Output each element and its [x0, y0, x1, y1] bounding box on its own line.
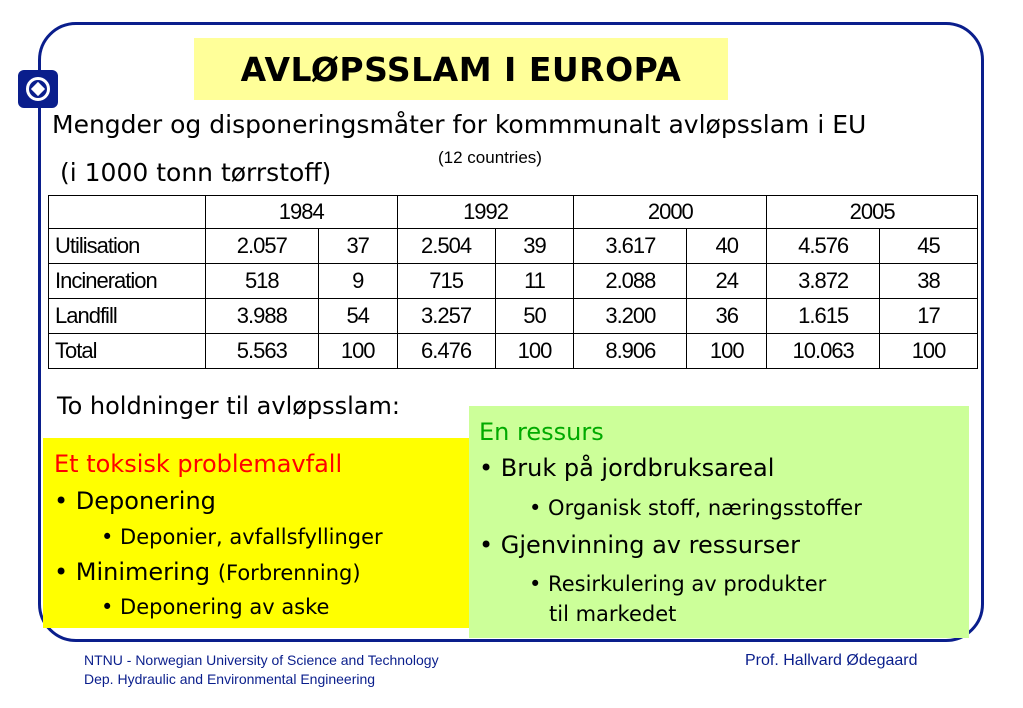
footer-institution: [84, 651, 439, 689]
slide-subtitle: Mengder og disponeringsmåter for kommmunalt avløpsslam i EU: [52, 110, 867, 139]
header-empty: [49, 196, 206, 229]
table-cell: 2.057: [205, 229, 318, 264]
row-label: Incineration: [49, 264, 206, 299]
table-cell: 100: [880, 334, 978, 369]
toxic-item-minimering: [54, 558, 361, 586]
table-cell: 5.563: [205, 334, 318, 369]
table-cell: 3.988: [205, 299, 318, 334]
table-cell: 1.615: [767, 299, 880, 334]
table-cell: 50: [495, 299, 574, 334]
header-year: 1992: [397, 196, 574, 229]
row-label: Landfill: [49, 299, 206, 334]
table-header-row: [49, 196, 978, 229]
row-label: Utilisation: [49, 229, 206, 264]
title-box: [194, 38, 728, 100]
table-cell: 40: [687, 229, 767, 264]
table-cell: 10.063: [767, 334, 880, 369]
resource-heading: En ressurs: [479, 418, 604, 446]
table-cell: 6.476: [397, 334, 495, 369]
toxic-sub-aske: • Deponering av aske: [101, 595, 330, 619]
slide-title: AVLØPSSLAM I EUROPA: [240, 49, 682, 89]
table-cell: 54: [318, 299, 397, 334]
table-cell: 8.906: [574, 334, 687, 369]
table-cell: 100: [495, 334, 574, 369]
attitudes-intro: To holdninger til avløpsslam:: [57, 392, 400, 420]
table-cell: 9: [318, 264, 397, 299]
resource-box: [469, 406, 969, 638]
table-cell: 2.504: [397, 229, 495, 264]
unit-label: (i 1000 tonn tørrstoff): [60, 158, 332, 187]
table-row: [49, 264, 978, 299]
table-row: [49, 229, 978, 264]
row-label: Total: [49, 334, 206, 369]
sludge-table: [48, 195, 978, 369]
resource-item-jordbruk: • Bruk på jordbruksareal: [479, 454, 775, 482]
table-row: [49, 334, 978, 369]
header-year: 2005: [767, 196, 978, 229]
footer-line-2: Dep. Hydraulic and Environmental Engineering: [84, 671, 376, 687]
table-cell: 11: [495, 264, 574, 299]
resource-item-gjenvinning: • Gjenvinning av ressurser: [479, 531, 800, 559]
table-cell: 45: [880, 229, 978, 264]
toxic-heading: Et toksisk problemavfall: [54, 450, 343, 478]
resource-sub-marked: til markedet: [549, 602, 677, 626]
table-cell: 36: [687, 299, 767, 334]
header-year: 2000: [574, 196, 767, 229]
table-row: [49, 299, 978, 334]
table-cell: 24: [687, 264, 767, 299]
minimering-paren: (Forbrenning): [217, 561, 361, 585]
table-cell: 715: [397, 264, 495, 299]
table-cell: 4.576: [767, 229, 880, 264]
minimering-label: • Minimering: [54, 558, 211, 586]
countries-note: (12 countries): [438, 148, 542, 167]
table-cell: 3.617: [574, 229, 687, 264]
ntnu-logo-icon: [18, 70, 58, 108]
resource-sub-resirkulering: • Resirkulering av produkter: [529, 572, 827, 596]
resource-sub-organisk: • Organisk stoff, næringsstoffer: [529, 496, 862, 520]
table-cell: 518: [205, 264, 318, 299]
footer-line-1: NTNU - Norwegian University of Science and Technology: [84, 652, 439, 668]
table-cell: 39: [495, 229, 574, 264]
footer-author: Prof. Hallvard Ødegaard: [745, 652, 918, 669]
table-cell: 38: [880, 264, 978, 299]
table-cell: 3.200: [574, 299, 687, 334]
table-cell: 17: [880, 299, 978, 334]
table-cell: 100: [318, 334, 397, 369]
toxic-item-deponering: • Deponering: [54, 487, 216, 515]
table-cell: 37: [318, 229, 397, 264]
table-cell: 2.088: [574, 264, 687, 299]
table-cell: 3.257: [397, 299, 495, 334]
table-cell: 3.872: [767, 264, 880, 299]
table-cell: 100: [687, 334, 767, 369]
toxic-waste-box: [43, 438, 473, 628]
toxic-sub-deponier: • Deponier, avfallsfyllinger: [101, 525, 383, 549]
header-year: 1984: [205, 196, 397, 229]
